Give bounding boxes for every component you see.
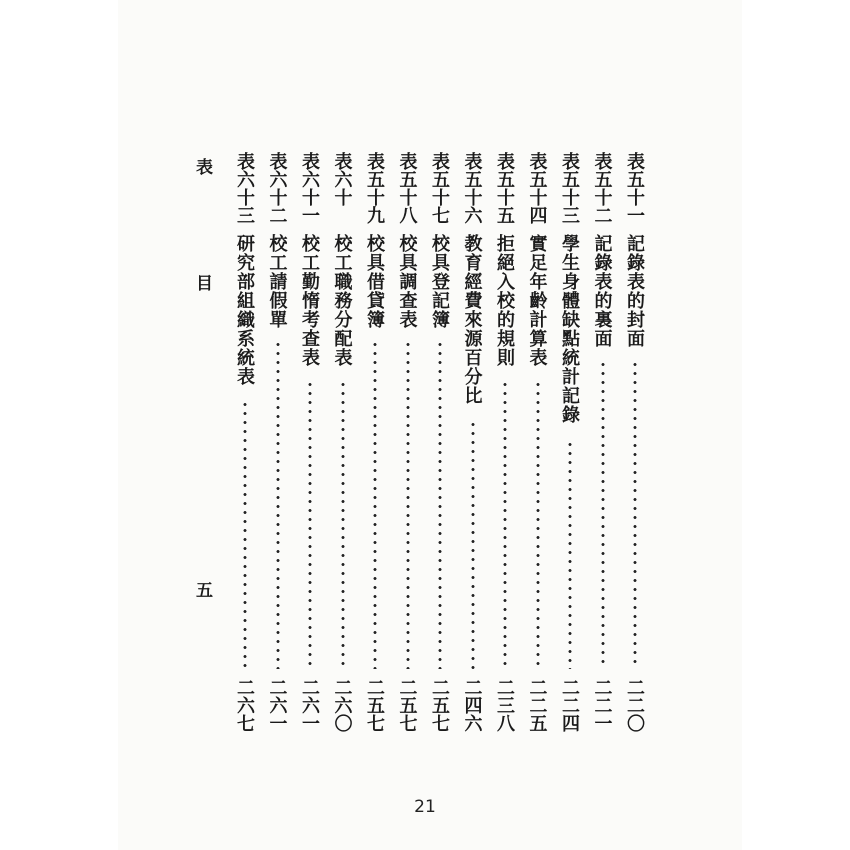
page-number: 21: [414, 797, 436, 817]
toc-entry-page: 二二五: [526, 678, 548, 732]
toc-entry-page: 二六一: [266, 678, 288, 732]
toc-entry-page: 二二四: [559, 678, 580, 732]
toc-leader-dots: [471, 420, 475, 669]
toc-leader-dots: [373, 340, 377, 669]
toc-entry-number: 表五十二: [591, 152, 613, 224]
toc-entry-page: 二三八: [494, 678, 515, 732]
toc-entry-number: 表五十七: [429, 152, 450, 224]
toc-entry-number: 表五十四: [526, 152, 548, 224]
toc-entry-title: 學生身體缺點統計記錄: [559, 234, 580, 424]
toc-leader-dots: [341, 380, 345, 669]
toc-entry-number: 表五十九: [364, 152, 385, 224]
toc-entry: [395, 152, 421, 732]
toc-entry: [427, 152, 453, 732]
toc-entry-title: 記錄表的封面: [624, 234, 645, 348]
toc-entry-page: 二五七: [396, 678, 418, 732]
toc-entry-page: 二六〇: [331, 678, 353, 732]
toc-entry-title: 研究部組織系統表: [234, 234, 255, 386]
toc-entry: [362, 152, 388, 732]
toc-entry-number: 表六十一: [299, 152, 320, 224]
toc-entry-number: 表六十: [331, 152, 353, 206]
toc-leader-dots: [633, 360, 637, 669]
toc-entry-number: 表五十三: [559, 152, 580, 224]
toc-entry-title: 記錄表的裏面: [591, 234, 613, 348]
toc-leader-dots: [438, 340, 442, 669]
toc-entry-page: 二二〇: [624, 678, 645, 732]
toc-entry-title: 教育經費來源百分比: [461, 234, 483, 405]
toc-leader-dots: [536, 380, 540, 669]
toc-entry-page: 二六一: [299, 678, 320, 732]
toc-entry-title: 實足年齡計算表: [526, 234, 548, 367]
toc-entry: [590, 152, 616, 732]
header-page-label: 五: [196, 581, 213, 601]
toc-leader-dots: [406, 340, 410, 669]
toc-entry: [492, 152, 518, 732]
toc-entry-title: 校工請假單: [266, 234, 288, 329]
toc-entry-title: 拒絕入校的規則: [494, 234, 515, 367]
toc-leader-dots: [568, 440, 572, 669]
toc-entry: [460, 152, 486, 732]
toc-entry: [622, 152, 648, 732]
toc-entry: [557, 152, 583, 732]
toc-entry: [330, 152, 356, 732]
toc-entry: [525, 152, 551, 732]
toc-entry-number: 表五十一: [624, 152, 645, 224]
toc-entry-number: 表五十八: [396, 152, 418, 224]
toc-entry-page: 二五七: [364, 678, 385, 732]
toc-entry: [265, 152, 291, 732]
toc-entry-page: 二二一: [591, 678, 613, 732]
toc-entry: [232, 152, 258, 732]
toc-entry-title: 校具登記簿: [429, 234, 450, 329]
toc-leader-dots: [601, 360, 605, 669]
toc-entry-number: 表五十六: [461, 152, 483, 224]
toc-entry-page: 二五七: [429, 678, 450, 732]
toc-entry: [297, 152, 323, 732]
toc-leader-dots: [276, 340, 280, 669]
header-char-contents: 目: [196, 274, 213, 294]
header-char-table: 表: [196, 158, 213, 178]
toc-entry-number: 表六十二: [266, 152, 288, 224]
toc-leader-dots: [503, 380, 507, 669]
toc-entry-title: 校工勤惰考查表: [299, 234, 320, 367]
toc-entry-page: 二六七: [234, 678, 255, 732]
toc-leader-dots: [243, 400, 247, 669]
toc-entry-title: 校具調查表: [396, 234, 418, 329]
toc-entry-number: 表五十五: [494, 152, 515, 224]
toc-leader-dots: [308, 380, 312, 669]
toc-entry-title: 校工職務分配表: [331, 234, 353, 367]
toc-entry-title: 校具借貸簿: [364, 234, 385, 329]
toc-entry-page: 二四六: [461, 678, 483, 732]
toc-entry-number: 表六十三: [234, 152, 255, 224]
